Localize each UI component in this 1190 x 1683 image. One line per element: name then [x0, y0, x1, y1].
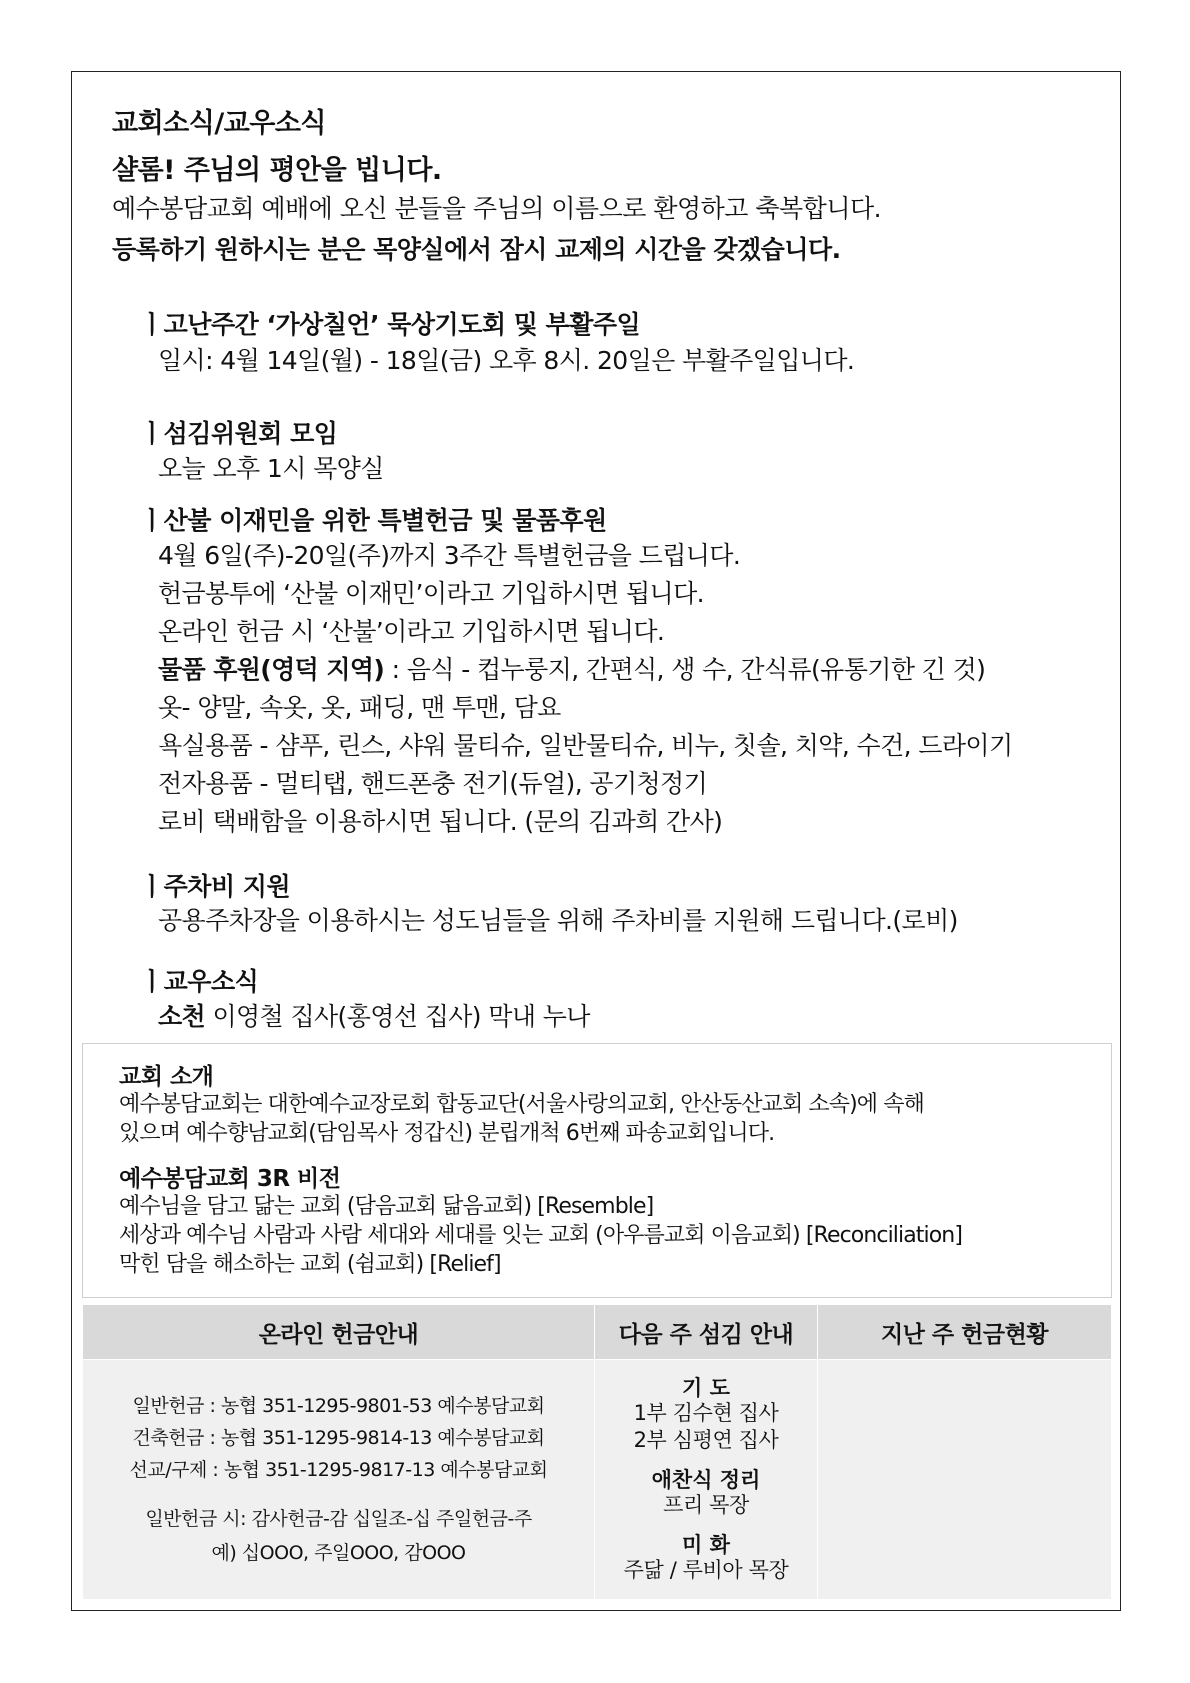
info-table-header-row — [83, 1305, 1112, 1360]
register-text: 등록하기 원하시는 분은 목양실에서 잠시 교제의 시간을 갖겠습니다. — [112, 235, 841, 264]
relief-line: 옷- 양말, 속옷, 옷, 패딩, 맨 투맨, 담요 — [158, 693, 561, 722]
section-body-meeting: 오늘 오후 1시 목양실 — [158, 454, 384, 483]
relief-line: 온라인 헌금 시 ‘산불’이라고 기입하시면 됩니다. — [158, 617, 665, 646]
prayer-line: 1부 김수현 집사 — [633, 1400, 779, 1425]
prayer-line: 2부 심평연 집사 — [633, 1427, 779, 1452]
vision-line: 세상과 예수님 사람과 사람 세대와 세대를 잇는 교회 (아우름교회 이음교회) [Reconciliation] — [119, 1223, 963, 1248]
account-line: 건축헌금 : 농협 351-1295-9814-13 예수봉담교회 — [132, 1426, 545, 1449]
goods-label: 물품 후원(영덕 지역) — [158, 655, 385, 684]
intro-para-line: 예수봉담교회는 대한예수교장로회 합동교단(서울사랑의교회, 안산동산교회 소속)에 속해 — [119, 1092, 924, 1117]
vision-line: 막힌 담을 해소하는 교회 (쉼교회) [Relief] — [119, 1252, 501, 1277]
account-line: 선교/구제 : 농협 351-1295-9817-13 예수봉담교회 — [129, 1458, 548, 1481]
goods-text: : 음식 - 컵누룽지, 간편식, 생 수, 간식류(유통기한 긴 것) — [384, 655, 986, 684]
offering-note-line: 예) 십OOO, 주일OOO, 감OOO — [211, 1541, 466, 1564]
prayer-title: 기 도 — [682, 1375, 730, 1400]
header-next-week-service: 다음 주 섬김 안내 — [595, 1305, 818, 1360]
section-title-member: ㅣ교우소식 — [140, 967, 259, 996]
relief-line: 욕실용품 - 샴푸, 린스, 샤워 물티슈, 일반물티슈, 비누, 칫솔, 치약, 수건, 드라이기 — [158, 731, 1013, 760]
church-intro-box — [82, 1043, 1112, 1298]
relief-goods-line — [158, 651, 1013, 689]
online-offering-cell — [83, 1360, 595, 1600]
vision-line: 예수님을 담고 닮는 교회 (담음교회 닮음교회) [Resemble] — [119, 1194, 654, 1219]
beauty-title: 미 화 — [682, 1532, 730, 1557]
meal-group — [596, 1468, 816, 1519]
intro-title: 교회 소개 — [119, 1064, 214, 1090]
section-body-prayer: 일시: 4월 14일(월) - 18일(금) 오후 8시. 20일은 부활주일입니다. — [158, 346, 855, 375]
prayer-group — [596, 1376, 816, 1454]
account-line: 일반헌금 : 농협 351-1295-9801-53 예수봉담교회 — [132, 1394, 545, 1417]
header-online-offering: 온라인 헌금안내 — [83, 1305, 595, 1360]
section-title-meeting: ㅣ섬김위원회 모임 — [140, 419, 338, 448]
section-title-parking: ㅣ주차비 지원 — [140, 872, 291, 901]
section-title-relief: ㅣ산불 이재민을 위한 특별헌금 및 물품후원 — [140, 506, 607, 535]
meal-title: 애찬식 정리 — [651, 1467, 761, 1492]
offering-note-line: 일반헌금 시: 감사헌금-감 십일조-십 주일헌금-주 — [145, 1507, 532, 1530]
member-label: 소천 — [158, 1002, 206, 1031]
beauty-value: 주닮 / 루비아 목장 — [623, 1557, 789, 1582]
intro-para-line: 있으며 예수향남교회(담임목사 정갑신) 분립개척 6번째 파송교회입니다. — [119, 1121, 775, 1146]
meal-value: 프리 목장 — [663, 1492, 749, 1517]
relief-line: 4월 6일(주)-20일(주)까지 3주간 특별헌금을 드립니다. — [158, 541, 741, 570]
relief-line: 전자용품 - 멀티탭, 핸드폰충 전기(듀얼), 공기청정기 — [158, 769, 708, 798]
last-week-offering-cell — [818, 1360, 1112, 1600]
beauty-group — [596, 1533, 816, 1584]
page-title: 교회소식/교우소식 — [112, 108, 327, 139]
offering-note — [84, 1502, 593, 1570]
relief-line: 헌금봉투에 ‘산불 이재민’이라고 기입하시면 됩니다. — [158, 579, 704, 608]
member-text: 이영철 집사(홍영선 집사) 막내 누나 — [205, 1002, 590, 1031]
info-table — [82, 1304, 1112, 1600]
greeting: 샬롬! 주님의 평안을 빕니다. — [112, 155, 442, 186]
vision-title: 예수봉담교회 3R 비전 — [119, 1166, 341, 1192]
section-title-prayer: ㅣ고난주간 ‘가상칠언’ 묵상기도회 및 부활주일 — [140, 310, 641, 339]
section-body-relief — [158, 537, 1013, 841]
relief-line: 로비 택배함을 이용하시면 됩니다. (문의 김과희 간사) — [158, 807, 723, 836]
next-week-service-cell — [595, 1360, 818, 1600]
info-table-body-row — [83, 1360, 1112, 1600]
header-last-week-offering: 지난 주 헌금현황 — [818, 1305, 1112, 1360]
section-body-parking: 공용주차장을 이용하시는 성도님들을 위해 주차비를 지원해 드립니다.(로비) — [158, 906, 958, 935]
welcome-text: 예수봉담교회 예배에 오신 분들을 주님의 이름으로 환영하고 축복합니다. — [112, 194, 882, 223]
section-body-member — [158, 998, 590, 1036]
